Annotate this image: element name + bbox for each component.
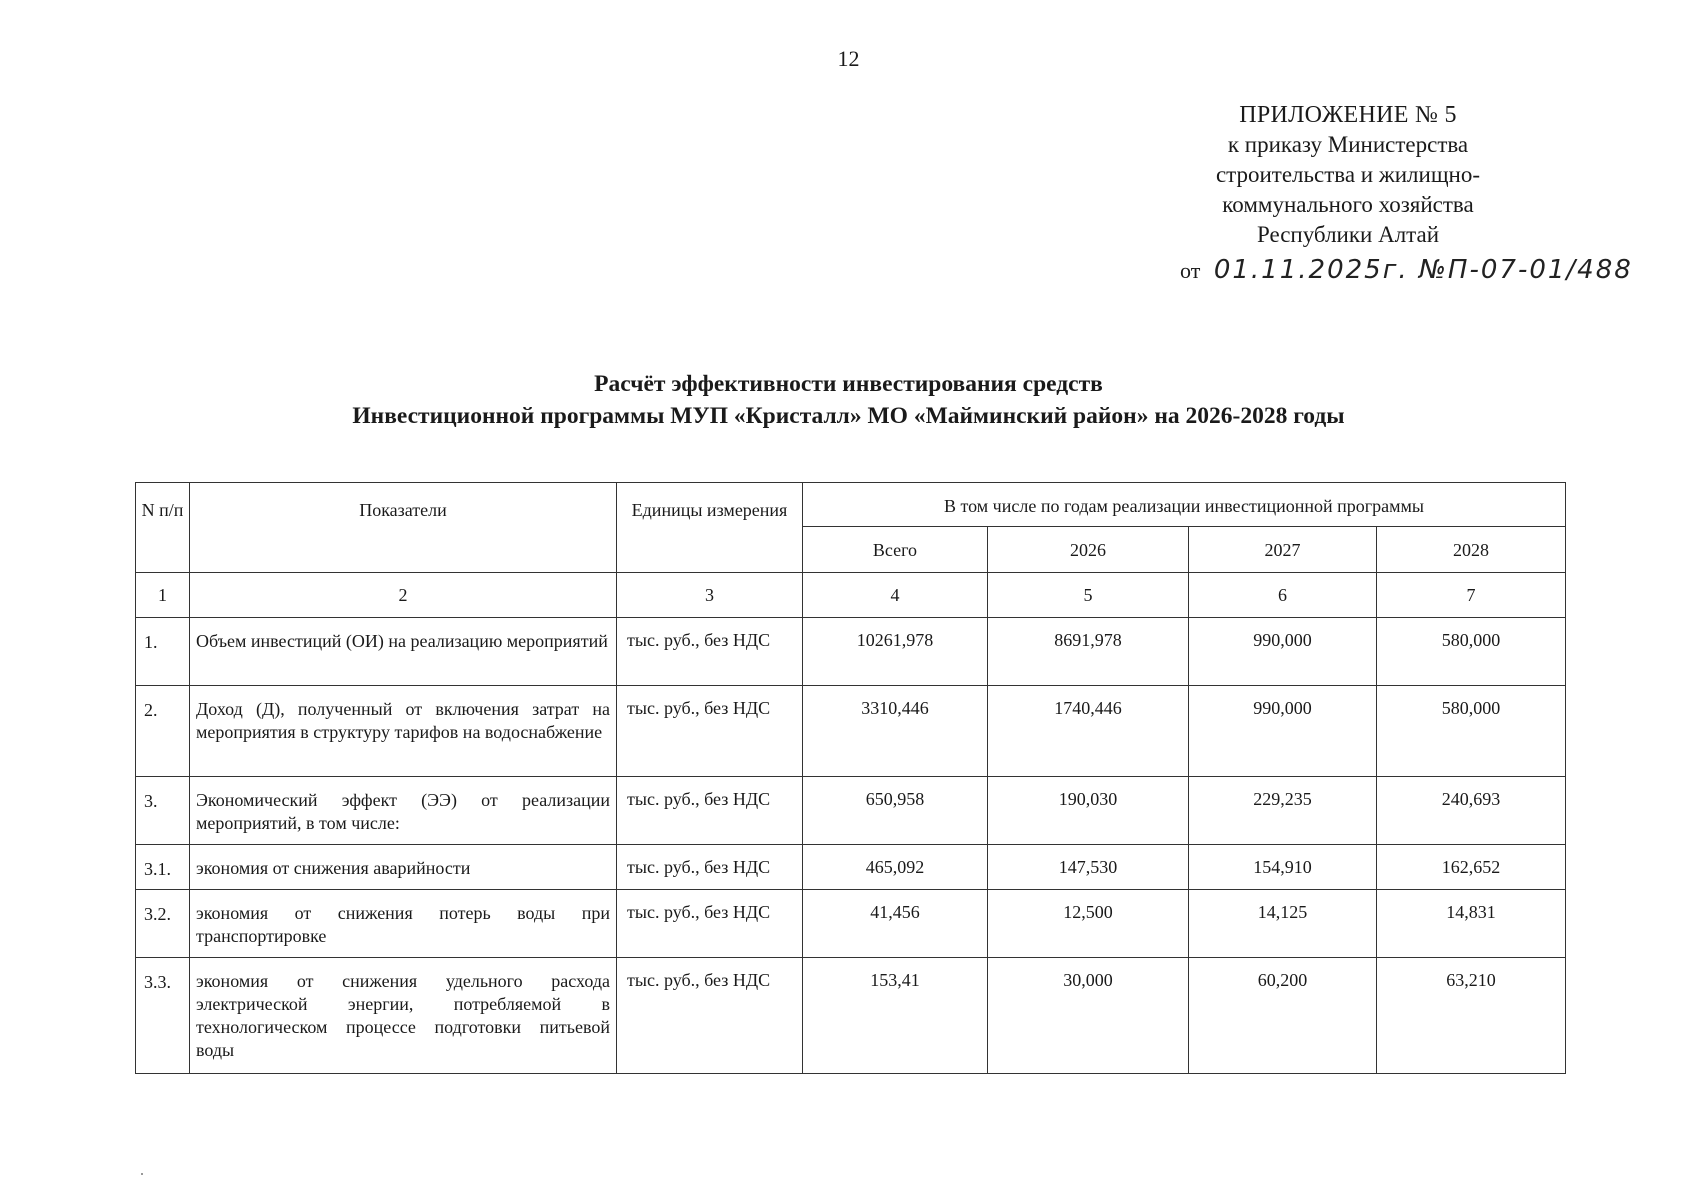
header-2026: 2026: [988, 527, 1189, 573]
value-2027: 154,910: [1189, 845, 1377, 890]
row-indicator: Объем инвестиций (ОИ) на реализацию мероприятий: [190, 618, 617, 686]
row-unit: тыс. руб., без НДС: [617, 618, 803, 686]
header-2028: 2028: [1377, 527, 1566, 573]
column-index: 6: [1189, 573, 1377, 618]
value-total: 41,456: [803, 890, 988, 958]
row-indicator: Доход (Д), полученный от включения затрат на мероприятия в структуру тарифов на водоснабжение: [190, 686, 617, 777]
value-total: 153,41: [803, 958, 988, 1074]
value-total: 10261,978: [803, 618, 988, 686]
value-2026: 190,030: [988, 777, 1189, 845]
table-row: [136, 890, 1566, 958]
order-reference: [1180, 255, 1633, 285]
title-line-1: Расчёт эффективности инвестирования средств: [594, 371, 1103, 397]
header-total: Всего: [803, 527, 988, 573]
scan-speck: [141, 1173, 143, 1175]
value-2026: 12,500: [988, 890, 1189, 958]
value-total: 3310,446: [803, 686, 988, 777]
value-2027: 14,125: [1189, 890, 1377, 958]
column-index: 4: [803, 573, 988, 618]
annex-title: ПРИЛОЖЕНИЕ № 5: [1239, 102, 1457, 128]
row-indicator: экономия от снижения удельного расхода электрической энергии, потребляемой в технологическом процессе подготовки питьевой воды: [190, 958, 617, 1074]
header-num: N п/п: [136, 483, 190, 573]
value-2026: 30,000: [988, 958, 1189, 1074]
value-2027: 990,000: [1189, 686, 1377, 777]
header-indicator: Показатели: [190, 483, 617, 573]
annex-line: коммунального хозяйства: [1222, 192, 1474, 217]
table-row: [136, 777, 1566, 845]
value-2026: 8691,978: [988, 618, 1189, 686]
value-2028: 63,210: [1377, 958, 1566, 1074]
value-2026: 1740,446: [988, 686, 1189, 777]
table-row: [136, 958, 1566, 1074]
column-index: 7: [1377, 573, 1566, 618]
value-2027: 990,000: [1189, 618, 1377, 686]
row-number: 3.2.: [136, 890, 190, 958]
row-number: 3.: [136, 777, 190, 845]
header-years-group: В том числе по годам реализации инвестиционной программы: [803, 483, 1566, 527]
document-title: [0, 368, 1697, 432]
row-number: 2.: [136, 686, 190, 777]
annex-block: [1178, 100, 1518, 250]
value-total: 465,092: [803, 845, 988, 890]
value-2028: 14,831: [1377, 890, 1566, 958]
row-indicator: экономия от снижения потерь воды при транспортировке: [190, 890, 617, 958]
annex-line: к приказу Министерства: [1227, 132, 1469, 157]
row-unit: тыс. руб., без НДС: [617, 958, 803, 1074]
column-index: 3: [617, 573, 803, 618]
value-2028: 580,000: [1377, 686, 1566, 777]
order-prefix: от: [1180, 258, 1201, 283]
column-index: 2: [190, 573, 617, 618]
value-2028: 580,000: [1377, 618, 1566, 686]
row-unit: тыс. руб., без НДС: [617, 890, 803, 958]
value-2026: 147,530: [988, 845, 1189, 890]
row-unit: тыс. руб., без НДС: [617, 686, 803, 777]
row-number: 1.: [136, 618, 190, 686]
handwritten-order-number: 01.11.2025г. №П-07-01/488: [1213, 255, 1633, 285]
column-index: 1: [136, 573, 190, 618]
row-indicator: Экономический эффект (ЭЭ) от реализации мероприятий, в том числе:: [190, 777, 617, 845]
table-row: [136, 686, 1566, 777]
value-total: 650,958: [803, 777, 988, 845]
row-number: 3.1.: [136, 845, 190, 890]
page-number: 12: [837, 46, 860, 71]
column-index: 5: [988, 573, 1189, 618]
annex-line: Республики Алтай: [1256, 222, 1440, 247]
efficiency-table: [135, 482, 1566, 1074]
header-unit: Единицы измерения: [617, 483, 803, 573]
table-row: [136, 845, 1566, 890]
annex-line: строительства и жилищно-: [1215, 162, 1481, 187]
row-number: 3.3.: [136, 958, 190, 1074]
value-2027: 229,235: [1189, 777, 1377, 845]
column-index-row: [136, 573, 1566, 618]
table-header-row: [136, 483, 1566, 527]
value-2027: 60,200: [1189, 958, 1377, 1074]
row-unit: тыс. руб., без НДС: [617, 845, 803, 890]
value-2028: 240,693: [1377, 777, 1566, 845]
header-2027: 2027: [1189, 527, 1377, 573]
value-2028: 162,652: [1377, 845, 1566, 890]
row-indicator: экономия от снижения аварийности: [190, 845, 617, 890]
row-unit: тыс. руб., без НДС: [617, 777, 803, 845]
title-line-2: Инвестиционной программы МУП «Кристалл» МО «Майминский район» на 2026-2028 годы: [352, 403, 1345, 429]
table-row: [136, 618, 1566, 686]
